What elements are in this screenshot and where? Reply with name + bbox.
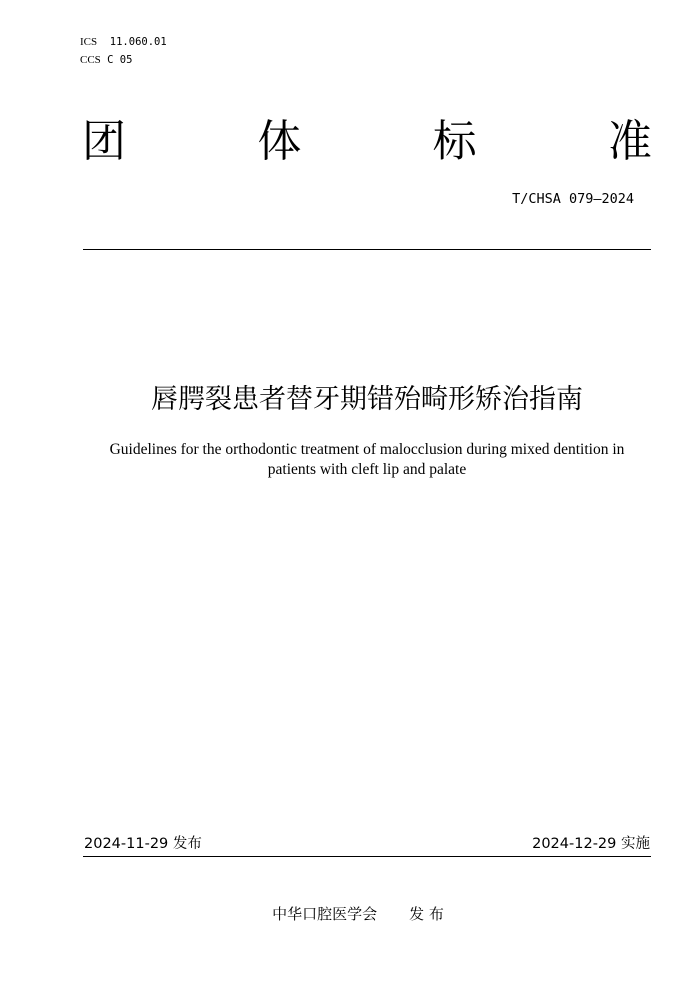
ics-line xyxy=(80,35,167,49)
publisher-line xyxy=(0,903,700,925)
standard-type-char: 标 xyxy=(432,116,477,167)
ics-label: ICS xyxy=(80,36,98,48)
ccs-label: CCS xyxy=(80,54,101,66)
ccs-code: C 05 xyxy=(107,54,133,66)
standard-type-char: 准 xyxy=(607,116,652,167)
implementation-date: 2024-12-29 实施 xyxy=(532,836,650,852)
publisher-name: 中华口腔医学会 xyxy=(272,905,378,923)
ccs-line xyxy=(80,53,132,67)
ics-code: 11.060.01 xyxy=(109,36,167,48)
standard-code: T/CHSA 079—2024 xyxy=(512,191,634,207)
title-chinese: 唇腭裂患者替牙期错殆畸形矫治指南 xyxy=(151,384,583,415)
top-divider xyxy=(83,249,651,250)
publisher-action: 发 布 xyxy=(409,905,444,923)
standard-type-heading xyxy=(82,112,652,172)
publish-date: 2024-11-29 发布 xyxy=(84,836,202,852)
standard-type-char: 团 xyxy=(82,116,126,167)
title-english: Guidelines for the orthodontic treatment of malocclusion during mixed dentition in patients with cleft lip and palate xyxy=(109,441,625,478)
standard-type-char: 体 xyxy=(257,116,302,167)
bottom-divider xyxy=(83,856,651,857)
